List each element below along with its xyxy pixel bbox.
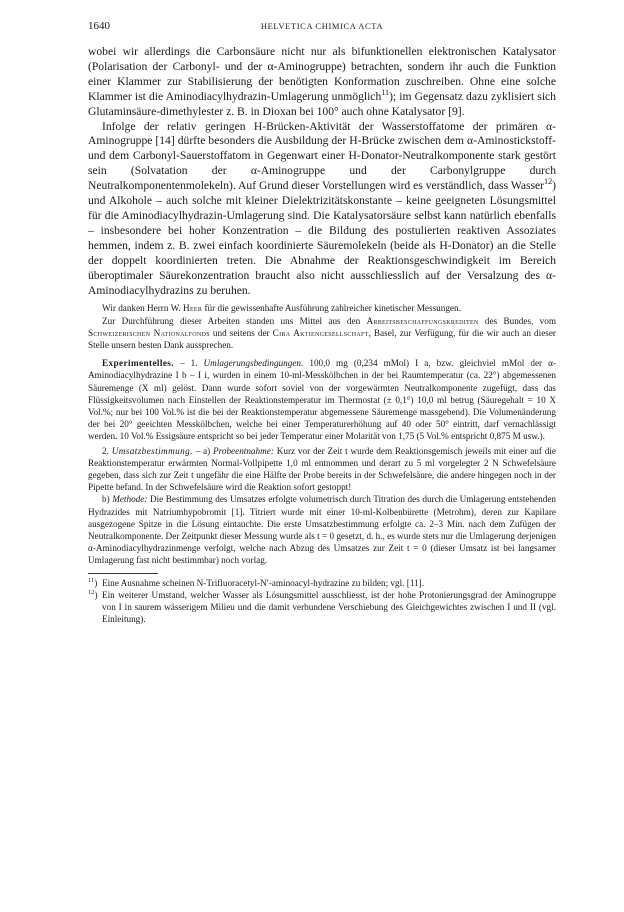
footnote-ref-12: 12: [544, 177, 553, 187]
acknowledgement-1: Wir danken Herrn W. Heer für die gewissenhafte Ausführung zahlreicher kinetischer Messungen.: [102, 303, 461, 314]
running-header: [88, 20, 556, 36]
section-heading: Experimentelles.: [102, 358, 174, 369]
acknowledgement-2: Zur Durchführung dieser Arbeiten standen uns Mittel aus den Arbeitsbeschaffungskrediten des Bundes, vom Schweizerischen Nationalfonds und seitens der Ciba Aktiengesellschaft, Basel, zur Verfügung, für die wir auch an dieser Stelle unsern besten Dank aussprechen.: [88, 315, 556, 351]
experimental-section-2a: 2. Umsatzbestimmung. – a) Probeentnahme: Kurz vor der Zeit t wurde dem Reaktionsgemisch jeweils mit einer auf die Reaktionstemperatur erwärmten Normal-Vollpipette 1,0 ml entnommen und derart zu 5 ml vorgelegter 2 N Schwefelsäure gegeben, dass sich zur Zeit t ungefähr die eine Hälfte der Probe bereits in der Schwefelsäure, die andere hingegen noch in der Pipette befand. In der Schwefelsäure wird die Reaktion sofort gestoppt!: [88, 445, 556, 493]
body-paragraph-2: Infolge der relativ geringen H-Brücken-Aktivität der Wasserstoffatome der primären α-Aminogruppe [14] dürfte besonders die Ausbildung der H-Brücke zwischen dem α-Aminostickstoff- und dem Carbonyl-Sauerstoffatom in Gegenwart einer H-Donator-Neutralkomponente stark gestört sein (Solvatation der α-Aminogruppe und der Carbonylgruppe durch Neutralkomponentenmolekeln). Auf Grund dieser Vorstellungen wird es verständlich, dass Wasser$^{12}$) und Alkohole – auch solche mit kleiner Dielektrizitätskonstante – keine geeigneten Lösungsmittel für die Aminodiacylhydrazin-Umlagerung sind. Die Katalysatorsäure selbst kann natürlich ebenfalls – insbesondere bei hoher Konzentration – die Bildung des postulierten reaktiven Assoziates hemmen, indem z. B. zwei einfach koordinierte Säuremolekeln (beide als H-Donator) an die Stelle der doppelt koordinierten treten. Die Abnahme der Reaktionsgeschwindigkeit im Bereich überoptimaler Säurekonzentration braucht also nicht ausschliesslich auf der Versalzung des α-Aminodiacylhydrazins zu beruhen.: [88, 119, 556, 297]
footnote-divider: [88, 573, 158, 574]
page-body: [88, 45, 556, 625]
footnote-mark: 11: [88, 576, 95, 584]
page-number: 1640: [88, 20, 110, 32]
footnote-ref-11: 11: [381, 87, 390, 97]
footnote-11: $^{11}$) Eine Ausnahme scheinen N-Trifluoracetyl-N′-aminoacyl-hydrazine zu bilden; vgl. [11].: [88, 576, 425, 588]
footnote-mark: 12: [88, 588, 95, 596]
experimental-section-1: Experimentelles. – 1. Umlagerungsbedingungen. 100,0 mg (0,234 mMol) I a, bzw. gleichviel mMol der α-Aminodiacylhydrazine I b – I i, wurden in einem 10-ml-Messkölbchen in der bei Raumtemperatur (ca. 22°) abgemessenen Säuremenge (X ml) gelöst. Dann wurde sofort soviel von der vorgewärmten Neutralkomponente zugefügt, dass das Flüssigkeitsvolumen nach Einstellen der Reaktionstemperatur im Thermostat (± 0,1°) 10,0 ml betrug (Säuregehalt = 10 X Vol.%; nur bei 100 Vol.% ist die bei der Reaktionstemperatur abgemessene Säuremenge massgebend). Die Volumenänderung der bei 20° geeichten Messkölbchen, welche bei einer Temperaturerhöhung auf 40 oder 50° eintritt, darf vernachlässigt werden. 10 Vol.% Essigsäure entspricht so bei jeder Temperatur einer Molarität von 1,75 (5 Vol.% entspricht 0,875 M usw.).: [88, 358, 556, 442]
footnote-12: $^{12}$) Ein weiterer Umstand, welcher Wasser als Lösungsmittel ausschliesst, ist der hohe Protonierungsgrad der Aminogruppe von I in saurem wässerigem Milieu und die damit verbundene Verschiebung des Gleichgewichtes zwischen I und II (vgl. Einleitung).: [88, 588, 556, 625]
journal-title: HELVETICA CHIMICA ACTA: [260, 21, 384, 31]
body-paragraph-1: wobei wir allerdings die Carbonsäure nicht nur als bifunktionellen elektronischen Katalysator (Polarisation der Carbonyl- und der α-Aminogruppe) betrachten, sondern ihr auch die Funktion einer Klammer zur Stabilisierung der benötigten Konformation zuschreiben. Ohne eine solche Klammer ist die Aminodiacylhydrazin-Umlagerung unmöglich$^{11}$); im Gegensatz dazu zyklisiert sich Glutaminsäure-dimethylester z. B. in Dioxan bei 100° auch ohne Katalysator [9].: [88, 45, 556, 118]
experimental-section-2b: b) Methode: Die Bestimmung des Umsatzes erfolgte volumetrisch durch Titration des durch die Umlagerung entstehenden Hydrazides mit Natriumhypobromit [1]. Titriert wurde mit einer 10-ml-Kolbenbürette (Metrohm), deren zur Kapilare ausgezogene Spitze in die Lösung eintauchte. Die erste Umsatzbestimmung erfolgte ca. 2–3 Min. nach dem Zufügen der Neutralkomponente. Der Zeitpunkt dieser Messung wurde als t = 0 gesetzt, d. h., es wurde stets nur die Umlagerung derjenigen α-Aminodiacylhydrazinmenge verfolgt, welche nach Abzug des Umsatzes zur Zeit t = 0 (dieser Umsatz ist bei langsamer Umlagerung fast nicht bestimmbar) noch vorlag.: [88, 494, 557, 566]
